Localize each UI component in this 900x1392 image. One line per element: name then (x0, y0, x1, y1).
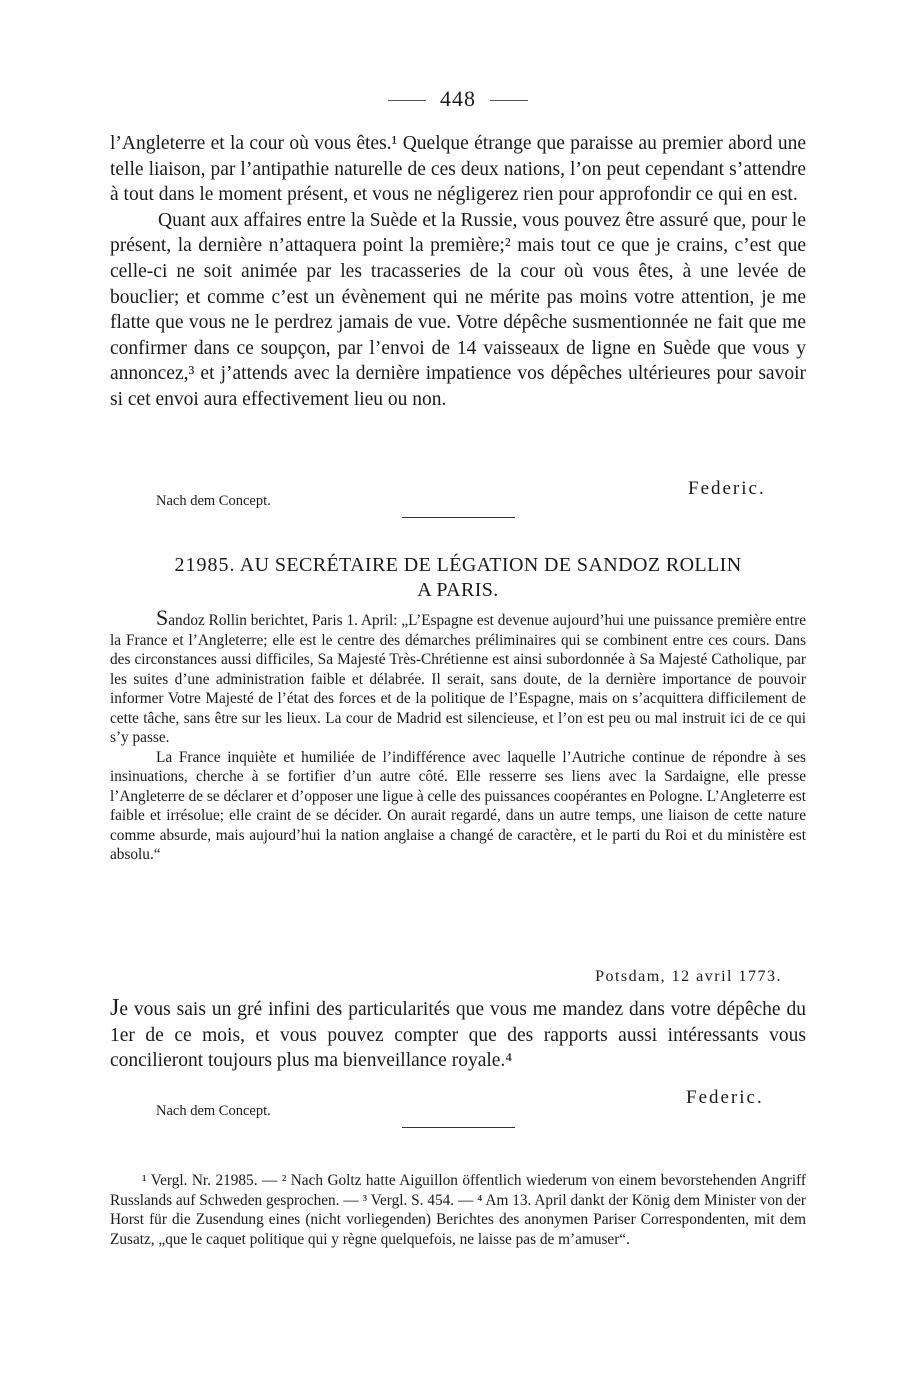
page-number (110, 86, 806, 112)
letter1-signature: Federic. (688, 478, 766, 499)
footnotes (110, 1171, 806, 1249)
letter2-signature: Federic. (686, 1087, 764, 1108)
letter2-dropcap: J (110, 995, 120, 1021)
letter2-paragraph-text: e vous sais un gré infini des particularités que vous me mandez dans votre dépêche du 1er de ce mois, et vous pouvez compter que des rapports aussi intéressants vous concilieront toujours plus ma bienveillance royale.⁴ (110, 999, 806, 1072)
letter1-paragraph-1: l’Angleterre et la cour où vous êtes.¹ Quelque étrange que paraisse au premier abord une telle liaison, par l’antipathie naturelle de ces deux nations, l’on peut cependant s’attendre à tout dans le moment présent, et vous ne négligerez rien pour approfondir ce qui en est. (110, 133, 806, 206)
letter2-heading-line2: A PARIS. (417, 579, 499, 601)
report-paragraph-1 (110, 605, 806, 748)
letter2-dateline: Potsdam, 12 avril 1773. (595, 968, 782, 985)
letter1-source-note: Nach dem Concept. (156, 493, 271, 509)
letter2-body (110, 996, 806, 1074)
report-paragraph-2: La France inquiète et humiliée de l’indifférence avec laquelle l’Autriche continue de répondre à ses insinuations, cherche à se fortifier d’un autre côté. Elle resserre ses liens avec la Sardaigne, elle presse l’Angleterre de se déclarer et d’opposer une ligue à celle des puissances coopérantes en Pologne. L’Angleterre est faible et irrésolue; elle craint de se décider. On aurait regardé, dans un autre temps, une liaison de cette nature comme absurde, mais aujourd’hui la nation anglaise a changé de caractère, et le parti du Roi et du ministère est absolu.“ (110, 748, 806, 863)
letter2-number: 21985. (174, 554, 236, 576)
footnote-divider (402, 1127, 515, 1128)
page-number-dash-left (388, 100, 426, 101)
letter2-paragraph (110, 996, 806, 1074)
letter2-heading (110, 553, 806, 603)
letter2-heading-line1 (110, 553, 806, 578)
report-summary (110, 605, 806, 865)
page-number-dash-right (490, 100, 528, 101)
letter1-body (110, 131, 806, 413)
report-dropcap: S (156, 605, 169, 630)
footnotes-text: ¹ Vergl. Nr. 21985. — ² Nach Goltz hatte Aiguillon öffentlich wiederum von einem bevorstehenden Angriff Russlands auf Schweden gesprochen. — ³ Vergl. S. 454. — ⁴ Am 13. April dankt der König dem Minister von der Horst für die Zusendung eines (nicht vorliegenden) Berichtes des anonymen Pariser Correspondenten, mit dem Zusatz, „que le caquet politique qui y règne quelquefois, ne laisse pas de m’amuser“. (110, 1172, 806, 1248)
letter1-paragraph-2: Quant aux affaires entre la Suède et la Russie, vous pouvez être assuré que, pour le présent, la dernière n’attaquera point la première;² mais tout ce que je crains, c’est que celle-ci ne soit animée par les tracasseries de la cour où vous êtes, à une levée de bouclier; et comme c’est un évènement qui ne mérite pas moins votre attention, je me flatte que vous ne le perdrez jamais de vue. Votre dépêche susmentionnée ne fait que me confirmer dans ce soupçon, par l’envoi de 14 vaisseaux de ligne en Suède que vous y annoncez,³ et j’attends avec la dernière impatience vos dépêches ultérieures pour savoir si cet envoi aura effectivement lieu ou non. (110, 209, 806, 410)
letter2-source-note: Nach dem Concept. (156, 1103, 271, 1119)
section-divider (402, 517, 515, 518)
report-paragraph-1-text: andoz Rollin berichtet, Paris 1. April: „L’Espagne est devenue aujourd’hui une puissance première entre la France et l’Angleterre; elle est le centre des démarches préliminaires qui se combinent entre ces cours. Dans des circonstances aussi difficiles, Sa Majesté Très-Chrétienne est ainsi subordonnée à Sa Majesté Catholique, par les suites d’une administration faible et délabrée. Il serait, sans doute, de la dernière importance de pouvoir informer Votre Majesté de l’état des forces et de la politique de l’Espagne, mais on s’acquittera difficilement de cette tâche, sans être sur les lieux. La cour de Madrid est silencieuse, et l’on est peu ou mal instruit ici de ce qui s’y passe. (110, 612, 806, 746)
page-number-text: 448 (440, 86, 476, 111)
letter2-heading-text: AU SECRÉTAIRE DE LÉGATION DE SANDOZ ROLLIN (239, 554, 742, 576)
